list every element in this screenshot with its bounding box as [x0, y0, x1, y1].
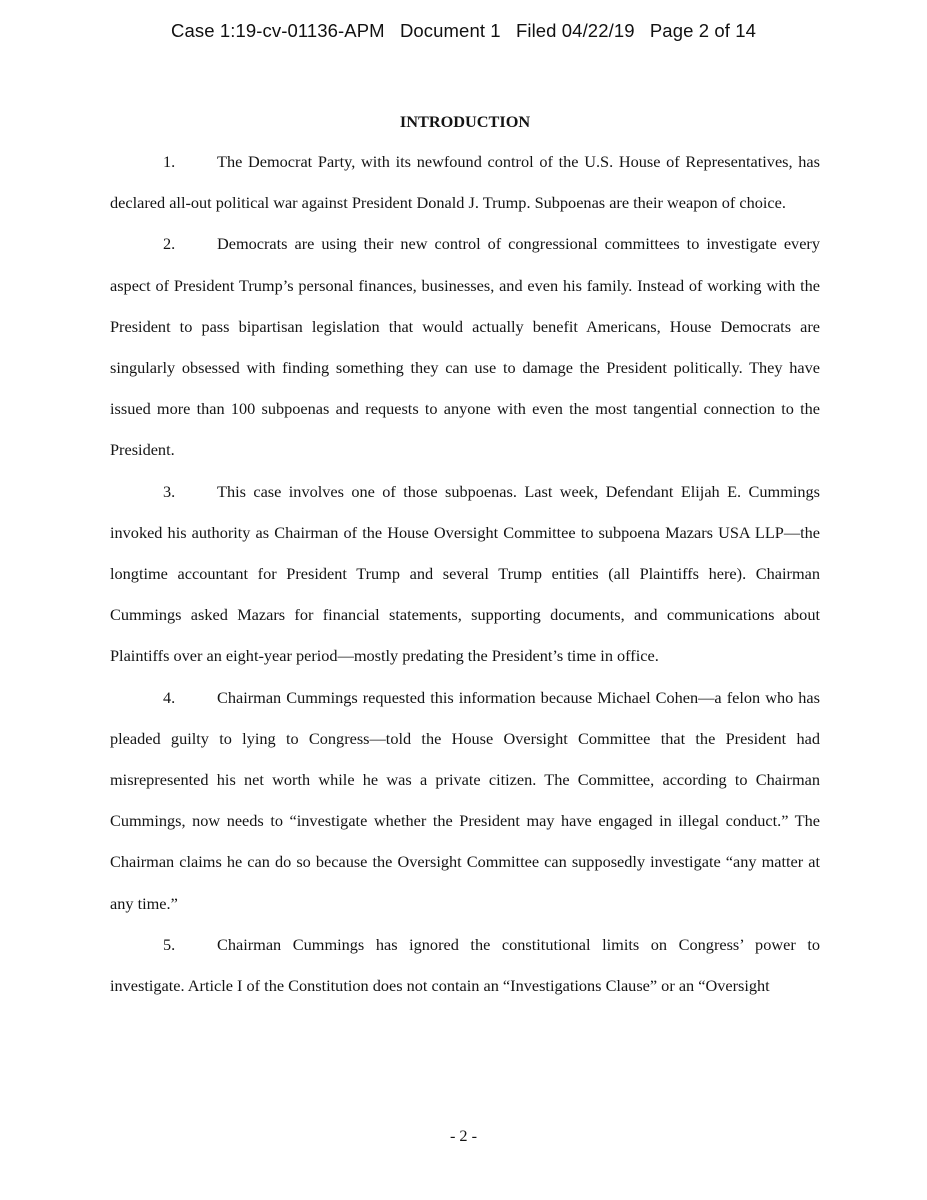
paragraph-4 — [110, 677, 820, 924]
paragraph-text: The Democrat Party, with its newfound control of the U.S. House of Representatives, has declared all-out political war against President Donald J. Trump. Subpoenas are their weapon of choice. — [110, 152, 820, 213]
section-heading: INTRODUCTION — [399, 112, 531, 131]
paragraph-1 — [110, 141, 820, 223]
paragraph-number: 5. — [163, 934, 176, 954]
paragraph-number: 1. — [163, 152, 176, 171]
paragraph-2 — [110, 223, 820, 470]
page-of: Page 2 of 14 — [649, 20, 756, 41]
document-body — [110, 108, 820, 1006]
document-number: Document 1 — [399, 20, 501, 41]
paragraph-text: Democrats are using their new control of congressional committees to investigate every aspect of President Trump’s personal finances, businesses, and even his family. Instead of working with the President to pass bipartisan legislation that would actually benefit Americans, House Democrats are singularly obsessed with finding something they can use to damage the President politically. They have issued more than 100 subpoenas and requests to anyone with even the most tangential connection to the President. — [110, 234, 820, 460]
filed-date: Filed 04/22/19 — [515, 20, 635, 41]
case-number: Case 1:19-cv-01136-APM — [171, 20, 385, 41]
paragraph-number: 3. — [163, 481, 176, 501]
paragraph-3 — [110, 471, 820, 677]
paragraph-text: This case involves one of those subpoenas. Last week, Defendant Elijah E. Cummings invoked his authority as Chairman of the House Oversight Committee to subpoena Mazars USA LLP—the longtime accountant for President Trump and several Trump entities (all Plaintiffs here). Chairman Cummings asked Mazars for financial statements, supporting documents, and communications about Plaintiffs over an eight-year period—mostly predating the President’s time in office. — [110, 481, 820, 666]
paragraph-text: Chairman Cummings has ignored the constitutional limits on Congress’ power to investigate. Article I of the Constitution does not contain an “Investigations Clause” or an “Oversight — [110, 934, 820, 996]
paragraph-number: 4. — [163, 687, 176, 707]
page-number: - 2 - — [449, 1126, 478, 1145]
paragraph-number: 2. — [163, 234, 176, 254]
case-header — [0, 20, 927, 42]
paragraph-text: Chairman Cummings requested this information because Michael Cohen—a felon who has pleaded guilty to lying to Congress—told the House Oversight Committee that the President had misrepresented his net worth while he was a private citizen. The Committee, according to Chairman Cummings, now needs to “investigate whether the President may have engaged in illegal conduct.” The Chairman claims he can do so because the Oversight Committee can supposedly investigate “any matter at any time.” — [110, 687, 820, 913]
paragraph-5 — [110, 924, 820, 1006]
